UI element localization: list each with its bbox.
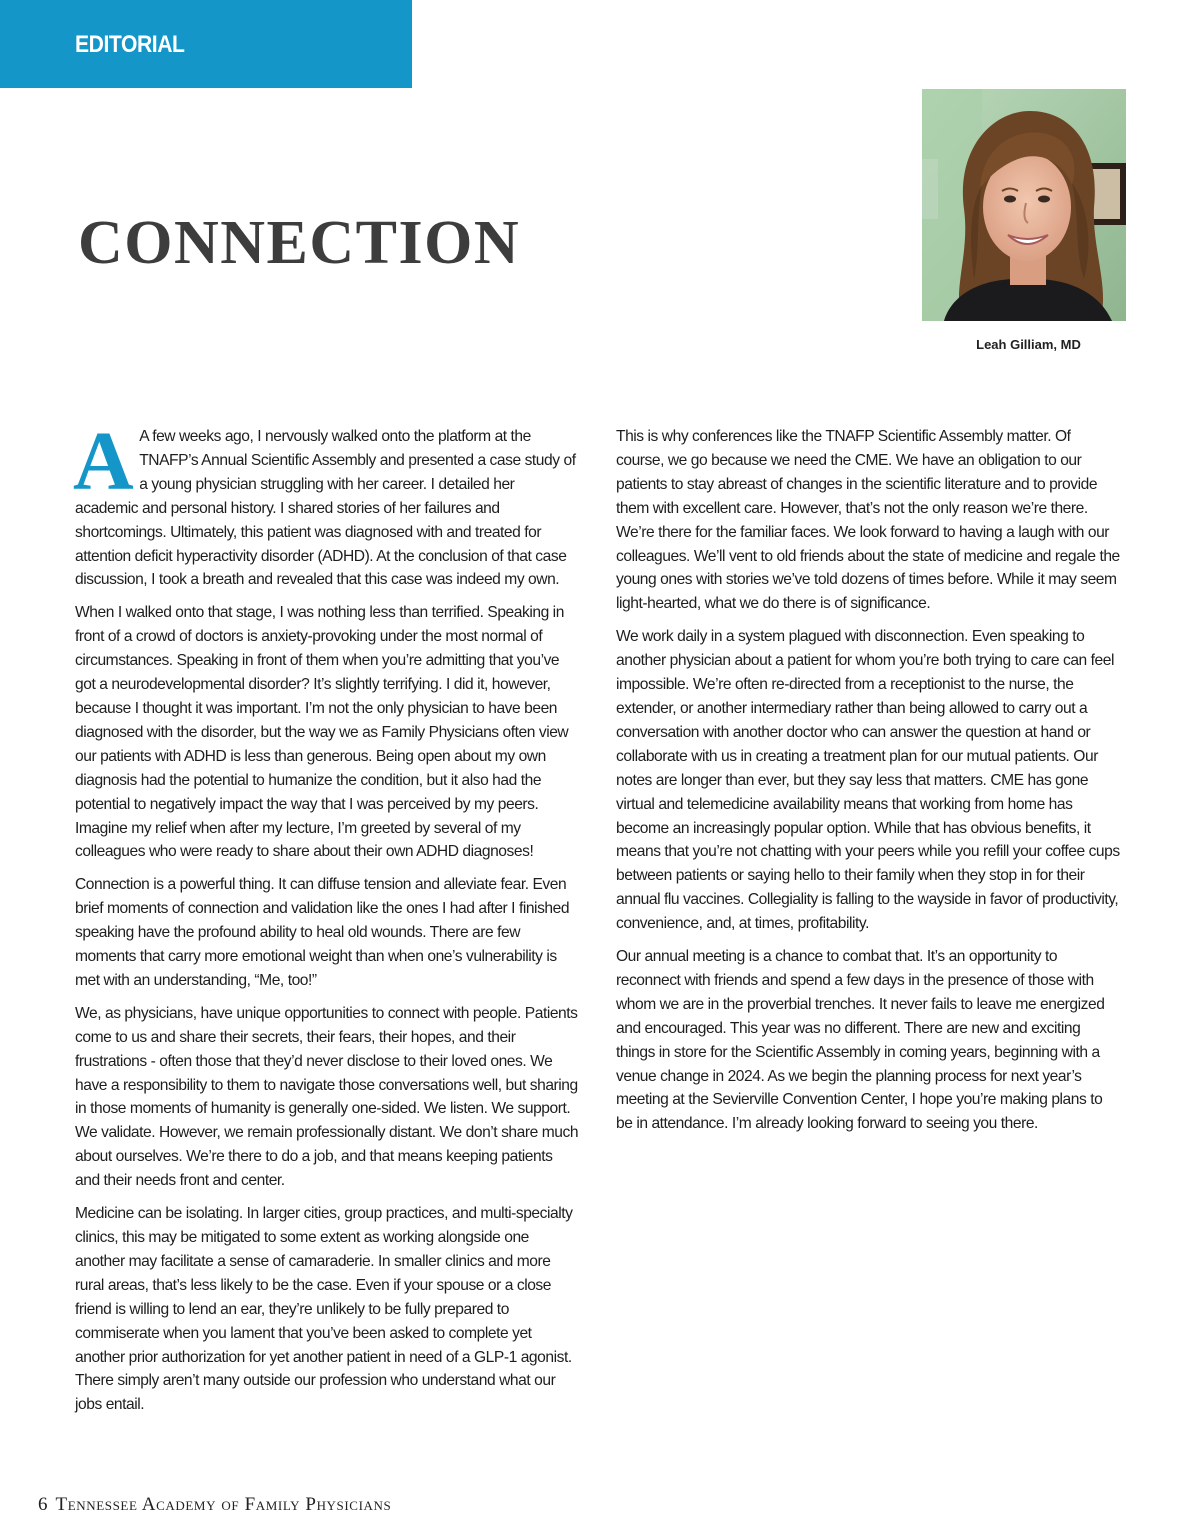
author-photo: [922, 89, 1126, 321]
right-column: [616, 425, 1121, 1145]
first-paragraph-text: A few weeks ago, I nervously walked onto the platform at the TNAFP’s Annual Scientific Assembly and presented a case study of a young physician struggling with her career. I detailed her academic and personal history. I shared stories of her failures and shortcomings. Ultimately, this patient was diagnosed with and treated for attention deficit hyperactivity disorder (ADHD). At the conclusion of that case discussion, I took a breath and revealed that this case was indeed my own.: [75, 428, 576, 589]
paragraph: [73, 415, 580, 592]
author-caption: Leah Gilliam, MD: [976, 337, 1081, 352]
paragraph: Connection is a powerful thing. It can diffuse tension and alleviate fear. Even brief moments of connection and validation like the ones I had after I finished speaking have the profound ability to heal old wounds. There are few moments that carry more emotional weight than when one’s vulnerability is met with an understanding, “Me, too!”: [75, 876, 570, 989]
section-tag: EDITORIAL: [75, 31, 185, 58]
paragraph: This is why conferences like the TNAFP Scientific Assembly matter. Of course, we go because we need the CME. We have an obligation to our patients to stay abreast of changes in the scientific literature and to provide them with excellent care. However, that’s not the only reason we’re there. We’re there for the familiar faces. We look forward to having a laugh with our colleagues. We’ll vent to old friends about the state of medicine and regale the young ones with stories we’ve told dozens of times before. While it may seem light-hearted, what we do there is of significance.: [616, 428, 1120, 613]
paragraph: Our annual meeting is a chance to combat that. It’s an opportunity to reconnect with friends and spend a few days in the presence of those with whom we are in the proverbial trenches. It never fails to leave me energized and encouraged. This year was no different. There are new and exciting things in store for the Scientific Assembly in coming years, beginning with a venue change in 2024. As we begin the planning process for next year’s meeting at the Sevierville Convention Center, I hope you’re making plans to be in attendance. I’m already looking forward to seeing you there.: [616, 948, 1105, 1133]
paragraph: When I walked onto that stage, I was nothing less than terrified. Speaking in front of a crowd of doctors is anxiety-provoking under the most normal of circumstances. Speaking in front of them when you’re admitting that you’ve got a neurodevelopmental disorder? It’s slightly terrifying. I did it, however, because I thought it was important. I’m not the only physician to have been diagnosed with the disorder, but the way we as Family Physicians often view our patients with ADHD is less than generous. Being open about my own diagnosis had the potential to humanize the condition, but it also had the potential to negatively impact the way that I was perceived by my peers. Imagine my relief when after my lecture, I’m greeted by several of my colleagues who were ready to share about their own ADHD diagnoses!: [75, 604, 569, 861]
paragraph: We, as physicians, have unique opportunities to connect with people. Patients come to us and share their secrets, their fears, their hopes, and their frustrations - often those that they’d never disclose to their loved ones. We have a responsibility to them to navigate those conversations well, but sharing in those moments of humanity is generally one-sided. We listen. We support. We validate. However, we remain professionally distant. We don’t share much about ourselves. We’re there to do a job, and that means keeping patients and their needs front and center.: [75, 1004, 579, 1190]
section-tag-bar: [0, 0, 412, 88]
page-number: 6: [38, 1494, 48, 1515]
paragraph: We work daily in a system plagued with disconnection. Even speaking to another physician about a patient for whom you’re both trying to care can feel impossible. We’re often re-directed from a receptionist to the nurse, the extender, or another intermediary rather than being allowed to carry out a conversation with another doctor who can answer the question at hand or collaborate with us in creating a treatment plan for our mutual patients. Our notes are longer than ever, but they say less that matters. CME has gone virtual and telemedicine availability means that working from home has become an increasingly popular option. While that has obvious benefits, it means that you’re not chatting with your peers while you refill your coffee cups between patients or saying hello to their family when they stop in for their annual flu vaccines. Collegiality is falling to the wayside in favor of productivity, convenience, and, at times, profitability.: [616, 628, 1120, 933]
article-title: CONNECTION: [78, 209, 521, 277]
left-column: [73, 415, 580, 1426]
paragraph: Medicine can be isolating. In larger cities, group practices, and multi-specialty clinics, this may be mitigated to some extent as working alongside one another may facilitate a sense of camaraderie. In smaller clinics and more rural areas, that’s less likely to be the case. Even if your spouse or a close friend is willing to lend an ear, they’re unlikely to be fully prepared to commiserate when you lament that you’ve been asked to complete yet another prior authorization for yet another patient in need of a GLP-1 agonist. There simply aren’t many outside our profession who understand what our jobs entail.: [75, 1205, 573, 1414]
publication-name: Tennessee Academy of Family Physicians: [55, 1494, 392, 1515]
drop-cap: A: [73, 415, 134, 508]
portrait-photo-icon: [922, 89, 1126, 321]
page-footer: [38, 1494, 391, 1516]
